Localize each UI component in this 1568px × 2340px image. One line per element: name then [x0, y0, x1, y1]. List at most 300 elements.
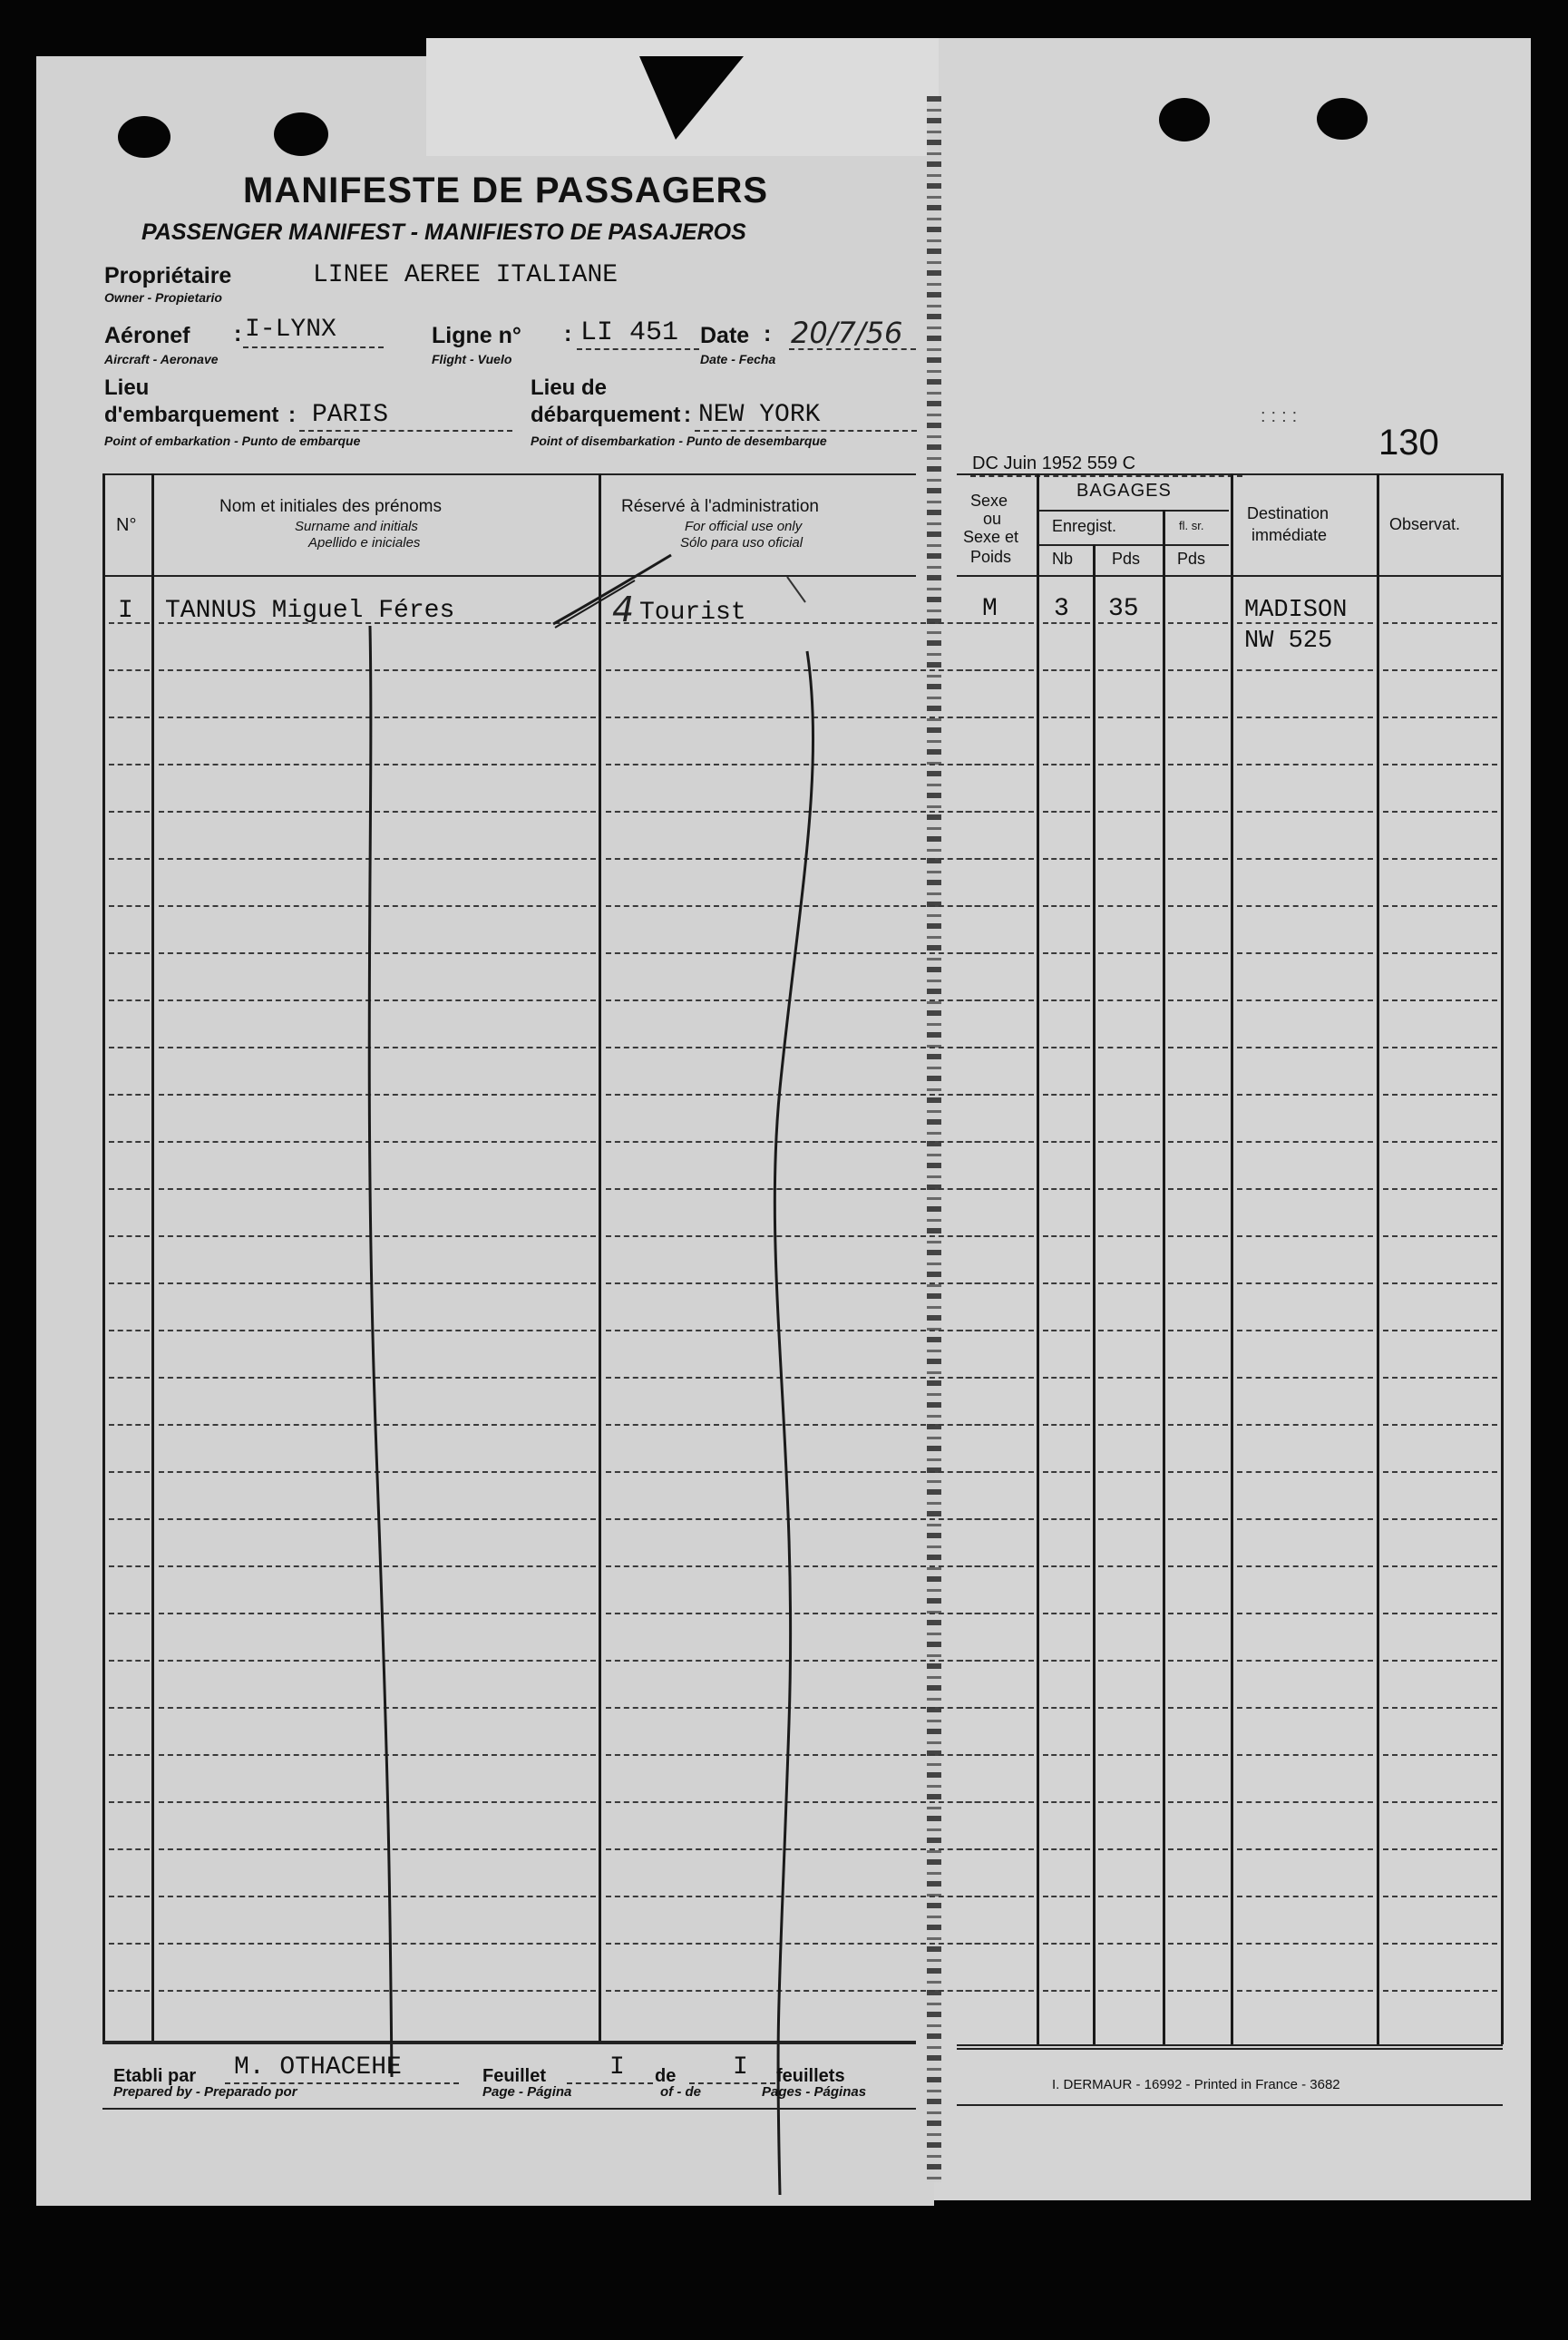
col-header-registered: Enregist.: [1052, 517, 1117, 535]
paper-tear: [639, 56, 744, 140]
pages-label: feuillets: [776, 2066, 845, 2086]
table-row-line: [109, 1235, 150, 1237]
table-row-line: [1043, 1424, 1090, 1426]
col-header-name-3: Apellido e iniciales: [308, 535, 421, 551]
table-row-line: [159, 1990, 596, 1992]
table-row-line: [1237, 1896, 1373, 1897]
table-row-line: [1098, 1896, 1160, 1897]
disembarkation-value: NEW YORK: [698, 401, 821, 429]
table-row-line: [109, 1282, 150, 1284]
owner-sub: Owner - Propietario: [104, 290, 222, 305]
footer-bottom-line: [102, 2108, 916, 2110]
page-sub: Page - Página: [482, 2084, 572, 2100]
table-row-line: [159, 1518, 596, 1520]
table-row-line: [958, 1565, 1034, 1567]
table-row-line: [1168, 811, 1228, 813]
table-row-line: [1237, 1424, 1373, 1426]
col-sex-divider: [1037, 473, 1039, 2044]
col-header-no: N°: [116, 515, 137, 535]
table-row-line: [159, 905, 596, 907]
page-subtitle: PASSENGER MANIFEST - MANIFIESTO DE PASAJEROS: [141, 219, 746, 245]
embarkation-label-1: Lieu: [104, 375, 150, 400]
table-row-line: [1383, 811, 1497, 813]
table-row-line: [159, 952, 596, 954]
table-row-line: [1098, 1235, 1160, 1237]
table-row-line: [1383, 622, 1497, 624]
table-row-line: [958, 1990, 1034, 1992]
table-row-line: [1098, 1565, 1160, 1567]
date-underline: [789, 348, 916, 350]
table-row-line: [1237, 1141, 1373, 1143]
table-row-line: [159, 1235, 596, 1237]
table-row-line: [1168, 1990, 1228, 1992]
manifest-sheet-left: [36, 56, 934, 2206]
table-row-line: [1043, 1518, 1090, 1520]
page-value: I: [609, 2053, 625, 2082]
col-header-sex-1: Sexe: [970, 492, 1008, 510]
table-row-line: [1168, 1330, 1228, 1331]
table-row-line: [1098, 1047, 1160, 1048]
table-row-line: [159, 1707, 596, 1709]
col-header-destination-2: immédiate: [1251, 526, 1328, 544]
table-row-line: [1168, 764, 1228, 765]
table-row-line: [1237, 1377, 1373, 1379]
embarkation-sub: Point of embarkation - Punto de embarque: [104, 434, 361, 448]
table-row-line: [109, 1613, 150, 1614]
table-row-line: [1168, 999, 1228, 1001]
table-row-line: [958, 1518, 1034, 1520]
aircraft-label: Aéronef: [104, 323, 190, 348]
table-row-line: [1043, 1754, 1090, 1756]
col-header-observations: Observat.: [1389, 515, 1461, 533]
col-header-sex-2: ou: [983, 510, 1002, 528]
table-row-line: [1383, 1471, 1497, 1473]
table-row-line: [1383, 1707, 1497, 1709]
table-row-line: [1168, 1471, 1228, 1473]
date-colon: :: [764, 321, 772, 346]
table-row-line: [1098, 1377, 1160, 1379]
table-row-line: [1237, 1848, 1373, 1850]
table-row-line: [1043, 1943, 1090, 1945]
table-row-line: [1098, 1282, 1160, 1284]
table-row-line: [109, 1943, 150, 1945]
table-row-line: [1043, 1330, 1090, 1331]
table-row-line: [1237, 669, 1373, 671]
table-row-line: [1237, 858, 1373, 860]
table-row-line: [1168, 1896, 1228, 1897]
baggage-subheader-line: [1038, 510, 1229, 512]
footer-top-line: [102, 2043, 916, 2044]
table-row-line: [1237, 1565, 1373, 1567]
col-name-divider: [599, 473, 601, 2041]
table-row-line: [1383, 1848, 1497, 1850]
table-row-line: [1237, 811, 1373, 813]
punch-hole: [118, 116, 170, 158]
prepared-underline: [225, 2082, 459, 2084]
of-label: de: [655, 2066, 677, 2086]
table-row-line: [1383, 1943, 1497, 1945]
passenger-sex: M: [982, 595, 998, 623]
table-row-line: [958, 1424, 1034, 1426]
table-row-line: [1383, 669, 1497, 671]
table-row-line: [1237, 717, 1373, 718]
table-row-line: [958, 1235, 1034, 1237]
table-row-line: [109, 1094, 150, 1096]
embarkation-colon: :: [288, 403, 296, 427]
aircraft-value: I-LYNX: [245, 316, 336, 344]
printer-line: I. DERMAUR - 16992 - Printed in France - 3682: [1052, 2077, 1340, 2092]
prepared-value: M. OTHACEHE: [234, 2053, 402, 2082]
page-title: MANIFESTE DE PASSAGERS: [243, 171, 769, 210]
table-row-line: [1168, 1094, 1228, 1096]
table-row-line: [1098, 1754, 1160, 1756]
table-row-line: [159, 811, 596, 813]
table-row-line: [958, 1660, 1034, 1662]
table-row-line: [1168, 622, 1228, 624]
disembarkation-label-2: débarquement: [531, 403, 681, 427]
table-row-line: [159, 1424, 596, 1426]
table-row-line: [1043, 811, 1090, 813]
table-row-line: [1237, 1943, 1373, 1945]
of-sub: of - de: [660, 2084, 701, 2100]
table-row-line: [1237, 764, 1373, 765]
col-header-admin-1: Réservé à l'administration: [621, 497, 819, 516]
table-row-line: [1043, 905, 1090, 907]
table-row-line: [1098, 999, 1160, 1001]
disembarkation-colon: :: [684, 403, 691, 427]
table-row-line: [1043, 717, 1090, 718]
table-row-line: [1098, 1330, 1160, 1331]
table-row-line: [1237, 1047, 1373, 1048]
table-row-line: [109, 1377, 150, 1379]
table-row-line: [109, 1707, 150, 1709]
table-row-line: [159, 858, 596, 860]
table-row-line: [1098, 1660, 1160, 1662]
aircraft-underline: [243, 346, 384, 348]
table-row-line: [1383, 1188, 1497, 1190]
table-row-line: [958, 1141, 1034, 1143]
table-row-line: [958, 1377, 1034, 1379]
table-row-line: [958, 1801, 1034, 1803]
col-header-sex-4: Poids: [970, 548, 1012, 566]
page-label: Feuillet: [482, 2066, 547, 2086]
table-row-line: [1237, 1188, 1373, 1190]
table-row-line: [958, 952, 1034, 954]
table-row-line: [1098, 1518, 1160, 1520]
table-row-line: [109, 1141, 150, 1143]
page-underline: [567, 2082, 653, 2084]
table-row-line: [1043, 1141, 1090, 1143]
table-bottom-line-right: [957, 2044, 1503, 2046]
table-row-line: [958, 1330, 1034, 1331]
table-row-line: [1043, 1990, 1090, 1992]
table-row-line: [958, 1848, 1034, 1850]
footer-bottom-line-right: [957, 2104, 1503, 2106]
table-row-line: [159, 999, 596, 1001]
table-row-line: [1168, 1518, 1228, 1520]
stamp-marks: ::::: [1261, 406, 1303, 426]
col-nb-divider: [1093, 544, 1096, 2044]
table-row-line: [1098, 1848, 1160, 1850]
embarkation-underline: [299, 430, 512, 432]
embarkation-label-2: d'embarquement: [104, 403, 279, 427]
flight-colon: :: [564, 321, 572, 346]
table-row-line: [1043, 1660, 1090, 1662]
table-row-line: [109, 858, 150, 860]
table-row-line: [1043, 764, 1090, 765]
table-row-line: [1168, 1660, 1228, 1662]
table-row-line: [1043, 1613, 1090, 1614]
col-left-border: [102, 473, 105, 2041]
table-row-line: [1098, 669, 1160, 671]
form-code-underline: [970, 475, 1242, 477]
passenger-no: I: [118, 597, 133, 625]
table-row-line: [958, 1188, 1034, 1190]
table-row-line: [1098, 1990, 1160, 1992]
col-header-name-2: Surname and initials: [295, 519, 418, 534]
table-row-line: [109, 1801, 150, 1803]
col-header-pds: Pds: [1112, 550, 1141, 568]
table-row-line: [1237, 1990, 1373, 1992]
table-row-line: [958, 1707, 1034, 1709]
table-row-line: [159, 1565, 596, 1567]
table-row-line: [1383, 1896, 1497, 1897]
table-row-line: [159, 1613, 596, 1614]
table-row-line: [1043, 1235, 1090, 1237]
table-row-line: [1383, 1660, 1497, 1662]
col-header-sex-3: Sexe et: [963, 528, 1019, 546]
table-row-line: [1383, 1801, 1497, 1803]
table-row-line: [1383, 764, 1497, 765]
disembarkation-underline: [695, 430, 917, 432]
table-row-line: [109, 1896, 150, 1897]
table-row-line: [1098, 1141, 1160, 1143]
table-row-line: [958, 717, 1034, 718]
table-row-line: [1043, 1282, 1090, 1284]
table-row-line: [1237, 1707, 1373, 1709]
table-top-line: [102, 473, 916, 475]
table-row-line: [958, 669, 1034, 671]
table-row-line: [1043, 1848, 1090, 1850]
embarkation-value: PARIS: [312, 401, 389, 429]
table-row-line: [159, 764, 596, 765]
aircraft-colon: :: [234, 321, 242, 346]
table-row-line: [1383, 1282, 1497, 1284]
table-row-line: [958, 1094, 1034, 1096]
table-row-line: [1098, 811, 1160, 813]
table-row-line: [1043, 669, 1090, 671]
table-row-line: [1098, 952, 1160, 954]
table-row-line: [159, 1094, 596, 1096]
table-row-line: [159, 1754, 596, 1756]
table-row-line: [1098, 1801, 1160, 1803]
col-header-admin-2: For official use only: [685, 519, 803, 534]
table-row-line: [1043, 1896, 1090, 1897]
sheet-number: 130: [1378, 423, 1439, 463]
table-row-line: [1383, 717, 1497, 718]
table-row-line: [1043, 999, 1090, 1001]
form-code: DC Juin 1952 559 C: [972, 453, 1136, 473]
punch-hole: [1159, 98, 1210, 141]
table-row-line: [1237, 1282, 1373, 1284]
col-header-unregistered: fl. sr.: [1179, 519, 1204, 532]
table-row-line: [1383, 999, 1497, 1001]
table-row-line: [1168, 1754, 1228, 1756]
table-row-line: [109, 952, 150, 954]
col-dest-divider: [1377, 473, 1379, 2044]
passenger-destination-1: MADISON: [1244, 597, 1348, 624]
of-value: I: [733, 2053, 748, 2082]
table-row-line: [159, 1188, 596, 1190]
table-row-line: [1237, 1235, 1373, 1237]
table-row-line: [159, 1848, 596, 1850]
table-row-line: [109, 811, 150, 813]
table-row-line: [1168, 1801, 1228, 1803]
flight-value: LI 451: [580, 317, 679, 348]
table-row-line: [1168, 1188, 1228, 1190]
table-row-line: [1098, 1424, 1160, 1426]
table-row-line: [1168, 1282, 1228, 1284]
table-row-line: [1098, 858, 1160, 860]
pages-sub: Pages - Páginas: [762, 2084, 867, 2100]
table-row-line: [1043, 1094, 1090, 1096]
table-row-line: [109, 1047, 150, 1048]
table-row-line: [958, 1471, 1034, 1473]
table-row-line: [159, 1801, 596, 1803]
table-row-line: [1168, 1424, 1228, 1426]
disembarkation-label-1: Lieu de: [531, 375, 608, 400]
table-row-line: [159, 1471, 596, 1473]
table-row-line: [1168, 905, 1228, 907]
table-row-line: [1098, 1094, 1160, 1096]
table-row-line: [1168, 669, 1228, 671]
aircraft-sub: Aircraft - Aeronave: [104, 352, 219, 366]
table-row-line: [1168, 1943, 1228, 1945]
table-row-line: [1383, 1094, 1497, 1096]
table-row-line: [958, 1613, 1034, 1614]
table-row-line: [1043, 1047, 1090, 1048]
table-row-line: [109, 1330, 150, 1331]
table-row-line: [1237, 1613, 1373, 1614]
table-row-line: [1237, 1094, 1373, 1096]
table-row-line: [958, 1943, 1034, 1945]
table-row-line: [109, 717, 150, 718]
table-row-line: [1383, 1565, 1497, 1567]
col-header-name-1: Nom et initiales des prénoms: [219, 497, 442, 516]
table-row-line: [1043, 858, 1090, 860]
table-row-line: [109, 669, 150, 671]
date-value: 20/7/56: [791, 316, 903, 350]
table-row-line: [109, 1990, 150, 1992]
table-row-line: [958, 999, 1034, 1001]
table-row-line: [1168, 1707, 1228, 1709]
table-row-line: [1383, 1330, 1497, 1331]
table-row-line: [1098, 764, 1160, 765]
table-row-line: [958, 811, 1034, 813]
passenger-destination-2: NW 525: [1244, 628, 1333, 655]
col-header-pds2: Pds: [1177, 550, 1206, 568]
table-row-line: [109, 1471, 150, 1473]
table-row-line: [1098, 1613, 1160, 1614]
table-row-line: [1237, 1801, 1373, 1803]
table-row-line: [958, 764, 1034, 765]
table-row-line: [1383, 1377, 1497, 1379]
passenger-admin-mark: 4: [612, 590, 635, 629]
col-header-admin-3: Sólo para uso oficial: [680, 535, 803, 551]
table-row-line: [1043, 1377, 1090, 1379]
table-row-line: [109, 1188, 150, 1190]
table-row-line: [1237, 905, 1373, 907]
table-row-line: [159, 1660, 596, 1662]
table-row-line: [958, 1896, 1034, 1897]
table-row-line: [159, 1047, 596, 1048]
table-row-line: [159, 669, 596, 671]
table-row-line: [1043, 1565, 1090, 1567]
footer-top-line-right: [957, 2048, 1503, 2050]
table-row-line: [1168, 1377, 1228, 1379]
flight-underline: [577, 348, 699, 350]
table-row-line: [109, 1754, 150, 1756]
table-row-line: [1237, 952, 1373, 954]
table-row-line: [1168, 717, 1228, 718]
table-row-line: [1383, 905, 1497, 907]
table-row-line: [1237, 1330, 1373, 1331]
table-row-line: [1237, 1518, 1373, 1520]
table-row-line: [109, 999, 150, 1001]
prepared-label: Etabli par: [113, 2066, 197, 2086]
passenger-name: TANNUS Miguel Féres: [165, 597, 455, 625]
table-row-line: [1168, 1565, 1228, 1567]
table-row-line: [109, 1424, 150, 1426]
table-row-line: [1237, 999, 1373, 1001]
col-header-destination-1: Destination: [1247, 504, 1329, 522]
table-row-line: [1168, 1141, 1228, 1143]
table-row-line: [159, 1377, 596, 1379]
table-row-line: [1168, 1613, 1228, 1614]
col-bag-divider: [1231, 473, 1233, 2044]
table-row-line: [109, 905, 150, 907]
table-row-line: [109, 1565, 150, 1567]
passenger-admin: Tourist: [639, 599, 746, 627]
table-row-line: [1383, 1754, 1497, 1756]
table-row-line: [1383, 858, 1497, 860]
table-row-line: [109, 1518, 150, 1520]
table-row-line: [109, 1848, 150, 1850]
table-row-line: [1098, 1707, 1160, 1709]
punch-hole: [274, 112, 328, 156]
col-right-border: [1501, 473, 1504, 2044]
table-row-line: [958, 1047, 1034, 1048]
table-row-line: [1383, 1518, 1497, 1520]
date-label: Date: [700, 323, 750, 348]
table-row-line: [1098, 717, 1160, 718]
table-row-line: [159, 717, 596, 718]
table-row-line: [1237, 1660, 1373, 1662]
col-header-baggage: BAGAGES: [1076, 481, 1172, 501]
passenger-bag-nb: 3: [1054, 595, 1069, 623]
punch-hole: [1317, 98, 1368, 140]
table-row-line: [1098, 1188, 1160, 1190]
col-pds-divider: [1163, 510, 1165, 2044]
table-row-line: [1383, 1613, 1497, 1614]
table-row-line: [1043, 1471, 1090, 1473]
table-row-line: [1237, 1754, 1373, 1756]
table-row-line: [1168, 858, 1228, 860]
table-row-line: [1168, 1848, 1228, 1850]
owner-label: Propriétaire: [104, 263, 232, 288]
table-row-line: [958, 1754, 1034, 1756]
table-row-line: [1043, 1707, 1090, 1709]
